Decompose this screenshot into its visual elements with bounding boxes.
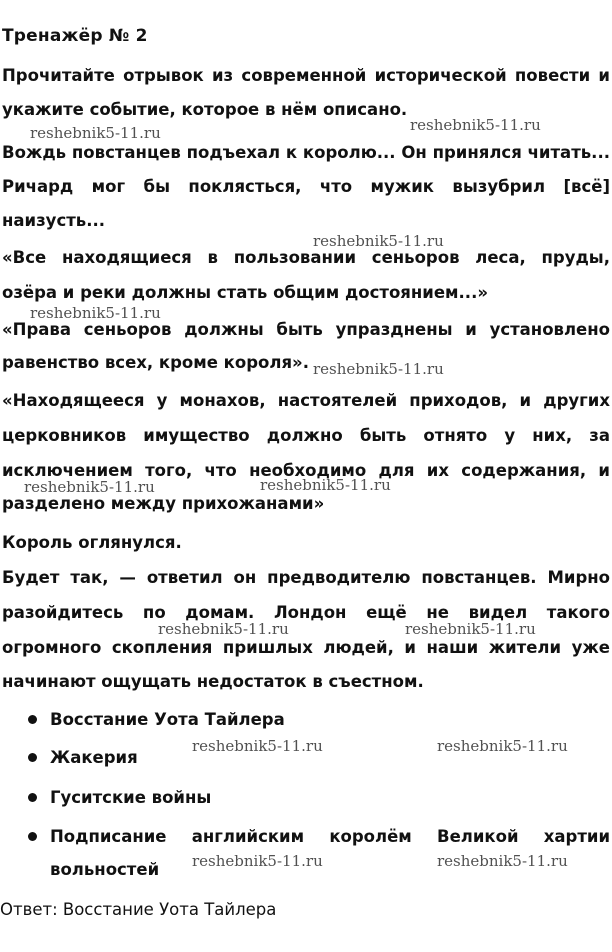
- watermark: reshebnik5-11.ru: [313, 360, 444, 378]
- watermark: reshebnik5-11.ru: [30, 124, 161, 142]
- watermark: reshebnik5-11.ru: [313, 232, 444, 250]
- bullet-icon: [28, 753, 37, 762]
- watermark: reshebnik5-11.ru: [410, 116, 541, 134]
- text-line-16: начинают ощущать недостаток в съестном.: [2, 672, 424, 691]
- text-line-4: «Все находящиеся в пользовании сеньоров леса, пруды,: [2, 248, 610, 267]
- text-line-14: разойдитесь по домам. Лондон ещё не видел такого: [2, 603, 610, 622]
- watermark: reshebnik5-11.ru: [437, 737, 568, 755]
- text-line-2: Ричард мог бы поклясться, что мужик вызубрил [всё]: [2, 177, 610, 196]
- task-line-2: укажите событие, которое в нём описано.: [2, 100, 408, 119]
- text-line-8: «Находящееся у монахов, настоятелей приходов, и других: [2, 391, 610, 410]
- text-line-15: огромного скопления пришлых людей, и наши жители уже: [2, 638, 610, 657]
- text-line-11: разделено между прихожанами»: [2, 494, 325, 513]
- text-line-6: «Права сеньоров должны быть упразднены и установлено: [2, 320, 610, 339]
- text-line-7: равенство всех, кроме короля».: [2, 353, 309, 372]
- watermark: reshebnik5-11.ru: [192, 737, 323, 755]
- text-line-13: Будет так, — ответил он предводителю повстанцев. Мирно: [2, 568, 610, 587]
- bullet-icon: [28, 793, 37, 802]
- text-line-12: Король оглянулся.: [2, 533, 182, 552]
- answer-text: Ответ: Восстание Уота Тайлера: [0, 900, 277, 919]
- watermark: reshebnik5-11.ru: [437, 852, 568, 870]
- option-label-continued: вольностей: [50, 860, 160, 879]
- option-label: Восстание Уота Тайлера: [50, 710, 285, 729]
- exercise-title: Тренажёр № 2: [2, 26, 148, 46]
- text-line-10: исключением того, что необходимо для их содержания, и: [2, 461, 610, 480]
- watermark: reshebnik5-11.ru: [158, 620, 289, 638]
- option-label: Жакерия: [50, 748, 138, 767]
- bullet-icon: [28, 715, 37, 724]
- watermark: reshebnik5-11.ru: [24, 478, 155, 496]
- text-line-3: наизусть...: [2, 211, 106, 230]
- watermark: reshebnik5-11.ru: [260, 476, 391, 494]
- bullet-icon: [28, 832, 37, 841]
- watermark: reshebnik5-11.ru: [192, 852, 323, 870]
- watermark: reshebnik5-11.ru: [405, 620, 536, 638]
- option-label: Гуситские войны: [50, 788, 212, 807]
- watermark: reshebnik5-11.ru: [30, 304, 161, 322]
- text-line-5: озёра и реки должны стать общим достоянием...»: [2, 283, 488, 302]
- text-line-1: Вождь повстанцев подъехал к королю... Он принялся читать...: [2, 143, 610, 162]
- option-label: Подписание английским королём Великой хартии: [50, 827, 610, 846]
- task-line-1: Прочитайте отрывок из современной исторической повести и: [2, 66, 610, 85]
- text-line-9: церковников имущество должно быть отнято у них, за: [2, 426, 610, 445]
